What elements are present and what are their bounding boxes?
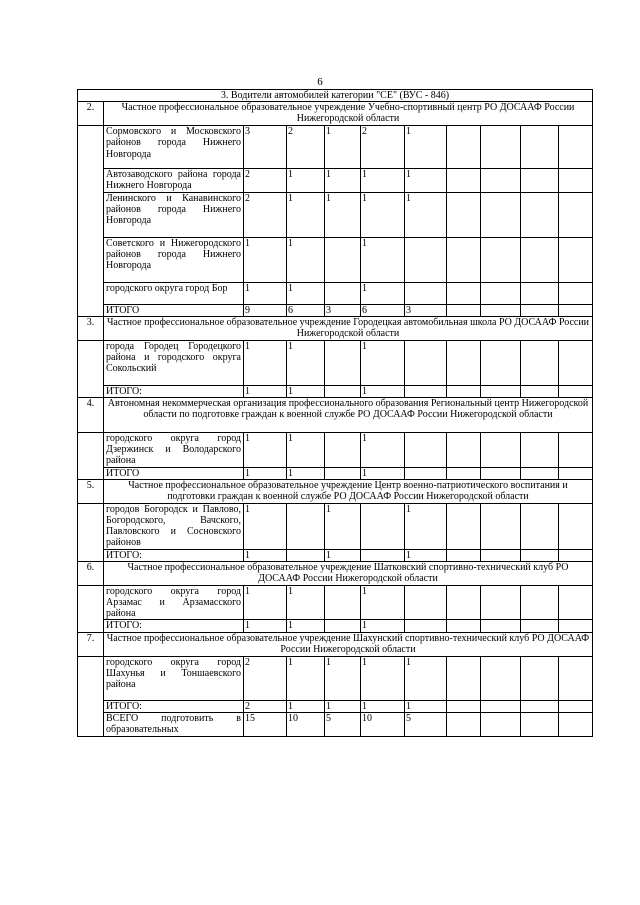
value-cell xyxy=(481,126,521,169)
value-cell xyxy=(559,433,593,468)
value-cell: 1 xyxy=(405,700,447,712)
row-number-cell xyxy=(78,237,104,282)
total-row xyxy=(78,385,593,397)
value-cell xyxy=(521,656,559,700)
value-cell: 1 xyxy=(325,503,361,549)
value-cell: 2 xyxy=(244,656,287,700)
value-cell: 1 xyxy=(244,549,287,561)
value-cell xyxy=(521,169,559,192)
value-cell: 5 xyxy=(325,712,361,736)
value-cell xyxy=(521,126,559,169)
value-cell xyxy=(447,503,481,549)
value-cell xyxy=(405,385,447,397)
value-cell xyxy=(325,433,361,468)
value-cell xyxy=(447,549,481,561)
location-row xyxy=(78,282,593,304)
total-row xyxy=(78,467,593,479)
value-cell: 1 xyxy=(244,433,287,468)
location-row xyxy=(78,237,593,282)
organization-name: Частное профессиональное образовательное учреждение Учебно-спортивный центр РО ДОСААФ России Нижегородской области xyxy=(104,102,593,126)
value-cell xyxy=(405,340,447,385)
location-cell: городского округа город Шахунья и Тоншаевского района xyxy=(104,656,244,700)
value-cell xyxy=(447,656,481,700)
value-cell: 6 xyxy=(287,304,325,316)
value-cell: 1 xyxy=(361,385,405,397)
value-cell: 6 xyxy=(361,304,405,316)
location-row xyxy=(78,126,593,169)
value-cell xyxy=(559,712,593,736)
value-cell xyxy=(447,467,481,479)
organization-name: Частное профессиональное образовательное учреждение Городецкая автомобильная школа РО ДОСААФ России Нижегородской области xyxy=(104,316,593,340)
row-number-cell xyxy=(78,433,104,468)
value-cell: 1 xyxy=(287,433,325,468)
value-cell xyxy=(521,433,559,468)
value-cell: 1 xyxy=(287,192,325,237)
row-number: 7. xyxy=(78,632,104,656)
value-cell: 1 xyxy=(287,237,325,282)
value-cell xyxy=(325,340,361,385)
total-row xyxy=(78,549,593,561)
total-row xyxy=(78,700,593,712)
value-cell xyxy=(481,620,521,632)
org-header-row xyxy=(78,316,593,340)
value-cell xyxy=(325,237,361,282)
value-cell xyxy=(481,169,521,192)
value-cell xyxy=(325,385,361,397)
value-cell xyxy=(521,503,559,549)
row-number-cell xyxy=(78,304,104,316)
location-row xyxy=(78,656,593,700)
value-cell xyxy=(559,503,593,549)
row-number-cell xyxy=(78,700,104,712)
location-row xyxy=(78,340,593,385)
org-header-row xyxy=(78,561,593,585)
row-number: 6. xyxy=(78,561,104,585)
value-cell: 1 xyxy=(325,192,361,237)
location-cell: ВСЕГО подготовить в образовательных xyxy=(104,712,244,736)
location-cell: Советского и Нижегородского районов города Нижнего Новгорода xyxy=(104,237,244,282)
organization-name: Автономная некоммерческая организация профессионального образования Региональный центр Нижегородской области по подготовке граждан к военной службе РО ДОСААФ России Нижегородской области xyxy=(104,398,593,433)
value-cell: 2 xyxy=(361,126,405,169)
value-cell: 1 xyxy=(244,385,287,397)
value-cell xyxy=(521,237,559,282)
value-cell xyxy=(405,467,447,479)
value-cell xyxy=(521,620,559,632)
value-cell: 1 xyxy=(361,282,405,304)
value-cell xyxy=(481,433,521,468)
location-cell: ИТОГО: xyxy=(104,700,244,712)
org-header-row xyxy=(78,479,593,503)
value-cell: 1 xyxy=(405,549,447,561)
location-cell: городского округа город Дзержинск и Володарского района xyxy=(104,433,244,468)
value-cell: 1 xyxy=(361,237,405,282)
row-number: 4. xyxy=(78,398,104,433)
value-cell: 1 xyxy=(325,700,361,712)
value-cell xyxy=(481,282,521,304)
value-cell: 2 xyxy=(244,700,287,712)
value-cell: 1 xyxy=(405,169,447,192)
value-cell: 1 xyxy=(405,126,447,169)
location-cell: ИТОГО: xyxy=(104,620,244,632)
value-cell xyxy=(521,340,559,385)
value-cell: 1 xyxy=(325,126,361,169)
row-number-cell xyxy=(78,549,104,561)
value-cell: 1 xyxy=(325,656,361,700)
value-cell xyxy=(521,700,559,712)
value-cell: 9 xyxy=(244,304,287,316)
value-cell: 2 xyxy=(244,192,287,237)
value-cell xyxy=(481,304,521,316)
value-cell xyxy=(405,237,447,282)
value-cell: 1 xyxy=(361,467,405,479)
value-cell: 1 xyxy=(325,169,361,192)
location-cell: городов Богородск и Павлово, Богородского, Вачского, Павловского и Сосновского районов xyxy=(104,503,244,549)
location-cell: ИТОГО: xyxy=(104,385,244,397)
value-cell xyxy=(521,192,559,237)
value-cell xyxy=(447,304,481,316)
value-cell xyxy=(521,385,559,397)
value-cell: 1 xyxy=(287,585,325,620)
value-cell: 1 xyxy=(361,585,405,620)
value-cell xyxy=(447,169,481,192)
value-cell: 10 xyxy=(361,712,405,736)
value-cell: 1 xyxy=(361,192,405,237)
row-number-cell xyxy=(78,656,104,700)
org-header-row xyxy=(78,398,593,433)
value-cell: 15 xyxy=(244,712,287,736)
value-cell: 1 xyxy=(244,585,287,620)
row-number: 3. xyxy=(78,316,104,340)
total-row xyxy=(78,620,593,632)
value-cell: 2 xyxy=(287,126,325,169)
value-cell: 1 xyxy=(361,169,405,192)
org-header-row xyxy=(78,102,593,126)
row-number-cell xyxy=(78,712,104,736)
value-cell: 1 xyxy=(361,700,405,712)
row-number-cell xyxy=(78,620,104,632)
value-cell: 1 xyxy=(361,433,405,468)
org-header-row xyxy=(78,632,593,656)
section-title-row xyxy=(78,90,593,102)
value-cell xyxy=(447,340,481,385)
organization-name: Частное профессиональное образовательное учреждение Центр военно-патриотического воспитания и подготовки граждан к военной службе РО ДОСААФ России Нижегородской области xyxy=(104,479,593,503)
value-cell xyxy=(559,549,593,561)
value-cell xyxy=(521,467,559,479)
value-cell xyxy=(559,282,593,304)
value-cell xyxy=(405,433,447,468)
value-cell xyxy=(447,700,481,712)
value-cell xyxy=(325,467,361,479)
value-cell: 1 xyxy=(287,656,325,700)
page-number: 6 xyxy=(317,76,323,88)
organization-name: Частное профессиональное образовательное учреждение Шахунский спортивно-технический клуб РО ДОСААФ России Нижегородской области xyxy=(104,632,593,656)
location-cell: Сормовского и Московского районов города Нижнего Новгорода xyxy=(104,126,244,169)
value-cell: 1 xyxy=(287,169,325,192)
row-number-cell xyxy=(78,385,104,397)
value-cell xyxy=(521,304,559,316)
value-cell: 3 xyxy=(405,304,447,316)
value-cell xyxy=(447,620,481,632)
value-cell xyxy=(481,192,521,237)
location-cell: ИТОГО xyxy=(104,467,244,479)
value-cell: 3 xyxy=(325,304,361,316)
value-cell xyxy=(559,385,593,397)
value-cell xyxy=(361,549,405,561)
value-cell: 1 xyxy=(244,503,287,549)
value-cell: 1 xyxy=(244,282,287,304)
value-cell: 3 xyxy=(244,126,287,169)
value-cell xyxy=(559,304,593,316)
value-cell: 1 xyxy=(287,700,325,712)
location-cell: ИТОГО xyxy=(104,304,244,316)
value-cell: 1 xyxy=(287,620,325,632)
value-cell xyxy=(481,503,521,549)
location-row xyxy=(78,585,593,620)
total-row xyxy=(78,304,593,316)
value-cell: 1 xyxy=(325,549,361,561)
value-cell xyxy=(559,656,593,700)
location-row xyxy=(78,433,593,468)
location-cell: городского округа город Арзамас и Арзамасского района xyxy=(104,585,244,620)
value-cell: 1 xyxy=(405,656,447,700)
value-cell xyxy=(559,585,593,620)
organization-name: Частное профессиональное образовательное учреждение Шатковский спортивно-технический клуб РО ДОСААФ России Нижегородской области xyxy=(104,561,593,585)
value-cell: 1 xyxy=(361,620,405,632)
location-cell: Ленинского и Канавинского районов города Нижнего Новгорода xyxy=(104,192,244,237)
value-cell xyxy=(481,385,521,397)
value-cell xyxy=(521,282,559,304)
value-cell xyxy=(361,503,405,549)
value-cell xyxy=(447,192,481,237)
value-cell xyxy=(447,237,481,282)
value-cell xyxy=(325,585,361,620)
value-cell xyxy=(559,126,593,169)
location-cell: Автозаводского района города Нижнего Новгорода xyxy=(104,169,244,192)
value-cell xyxy=(481,585,521,620)
value-cell xyxy=(405,282,447,304)
value-cell: 1 xyxy=(287,467,325,479)
value-cell xyxy=(325,620,361,632)
value-cell: 1 xyxy=(405,192,447,237)
value-cell xyxy=(521,585,559,620)
value-cell: 1 xyxy=(287,385,325,397)
value-cell xyxy=(287,503,325,549)
value-cell: 1 xyxy=(244,340,287,385)
value-cell xyxy=(481,237,521,282)
value-cell xyxy=(559,192,593,237)
value-cell: 2 xyxy=(244,169,287,192)
value-cell xyxy=(325,282,361,304)
location-row xyxy=(78,169,593,192)
row-number-cell xyxy=(78,192,104,237)
location-cell: городского округа город Бор xyxy=(104,282,244,304)
value-cell xyxy=(559,620,593,632)
row-number-cell xyxy=(78,282,104,304)
value-cell: 1 xyxy=(287,340,325,385)
location-cell: ИТОГО: xyxy=(104,549,244,561)
location-cell: города Городец Городецкого района и городского округа Сокольский xyxy=(104,340,244,385)
value-cell: 1 xyxy=(361,340,405,385)
row-number: 5. xyxy=(78,479,104,503)
value-cell xyxy=(447,585,481,620)
row-number-cell xyxy=(78,503,104,549)
row-number-cell xyxy=(78,467,104,479)
row-number-cell xyxy=(78,169,104,192)
value-cell xyxy=(481,712,521,736)
value-cell xyxy=(481,467,521,479)
value-cell xyxy=(447,712,481,736)
value-cell: 1 xyxy=(361,656,405,700)
location-row xyxy=(78,503,593,549)
value-cell xyxy=(481,700,521,712)
value-cell xyxy=(559,169,593,192)
location-row xyxy=(78,192,593,237)
row-number-cell xyxy=(78,585,104,620)
grand-total-row xyxy=(78,712,593,736)
row-number: 2. xyxy=(78,102,104,126)
value-cell xyxy=(447,385,481,397)
value-cell xyxy=(559,467,593,479)
row-number-cell xyxy=(78,126,104,169)
value-cell: 5 xyxy=(405,712,447,736)
value-cell: 1 xyxy=(244,620,287,632)
value-cell: 1 xyxy=(244,467,287,479)
value-cell xyxy=(559,700,593,712)
training-plan-table xyxy=(77,89,593,737)
value-cell: 1 xyxy=(405,503,447,549)
value-cell: 10 xyxy=(287,712,325,736)
value-cell xyxy=(447,282,481,304)
value-cell xyxy=(481,656,521,700)
value-cell xyxy=(405,585,447,620)
value-cell xyxy=(447,433,481,468)
value-cell xyxy=(521,712,559,736)
value-cell xyxy=(521,549,559,561)
section-title: 3. Водители автомобилей категории "СЕ" (ВУС - 846) xyxy=(78,90,593,102)
value-cell xyxy=(405,620,447,632)
value-cell: 1 xyxy=(244,237,287,282)
value-cell xyxy=(481,549,521,561)
value-cell: 1 xyxy=(287,282,325,304)
row-number-cell xyxy=(78,340,104,385)
value-cell xyxy=(481,340,521,385)
value-cell xyxy=(447,126,481,169)
value-cell xyxy=(559,237,593,282)
value-cell xyxy=(287,549,325,561)
value-cell xyxy=(559,340,593,385)
